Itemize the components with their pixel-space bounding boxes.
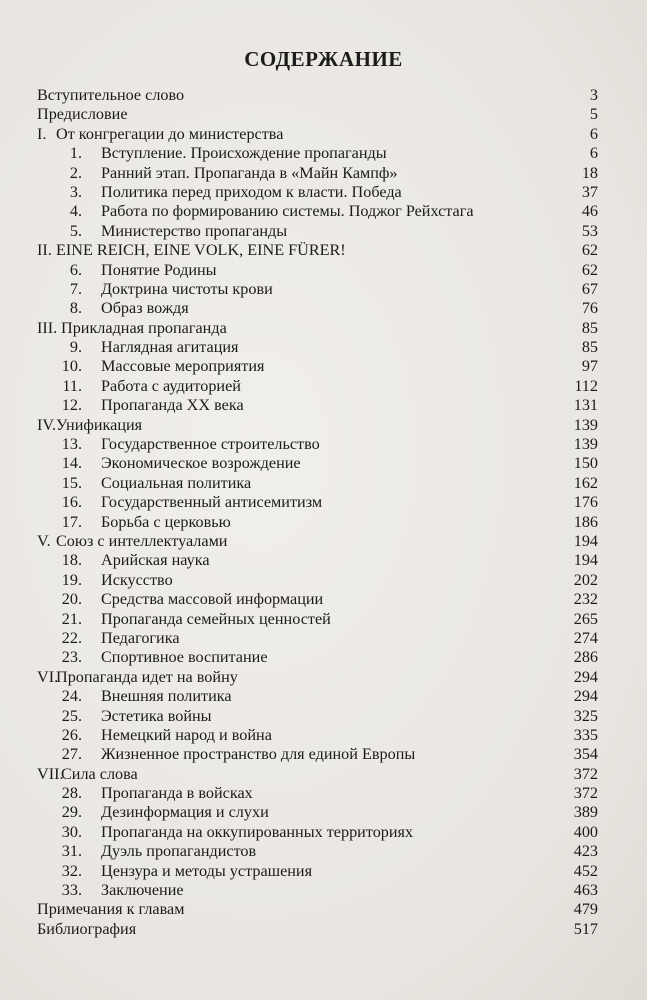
- chapter-number: 2.: [69, 163, 82, 182]
- toc-entry: [0, 396, 647, 415]
- chapter-title: Эстетика войны: [101, 706, 212, 725]
- page-number: 354: [573, 745, 598, 764]
- toc-entry: [0, 125, 647, 144]
- chapter-number: 8.: [69, 299, 82, 318]
- page-number: 232: [573, 590, 598, 609]
- page-number: 372: [573, 784, 598, 803]
- page-number: 6: [589, 144, 598, 163]
- page-number: 479: [573, 900, 598, 919]
- chapter-title: Немецкий народ и война: [101, 725, 272, 744]
- toc-entry: [0, 862, 647, 881]
- chapter-title: Пропаганда на оккупированных территориях: [101, 822, 414, 841]
- entry-title: Примечания к главам: [37, 900, 185, 919]
- chapter-number: 23.: [61, 648, 82, 667]
- chapter-title: Экономическое возрождение: [101, 454, 301, 473]
- chapter-title: Внешняя политика: [101, 687, 232, 706]
- toc-entry: [0, 920, 647, 939]
- chapter-number: 27.: [61, 745, 82, 764]
- chapter-title: Государственное строительство: [101, 435, 320, 454]
- page-number: 463: [573, 881, 598, 900]
- toc-entry: [0, 164, 647, 183]
- toc-entry: [0, 416, 647, 435]
- toc-entry: [0, 532, 647, 551]
- chapter-number: 20.: [61, 590, 82, 609]
- chapter-number: 25.: [61, 706, 82, 725]
- page-title: СОДЕРЖАНИЕ: [244, 47, 403, 71]
- chapter-title: Ранний этап. Пропаганда в «Майн Кампф»: [101, 163, 398, 182]
- toc-entry: [0, 319, 647, 338]
- section-number: VII.: [37, 764, 64, 783]
- chapter-title: Вступление. Происхождение пропаганды: [101, 144, 387, 163]
- chapter-number: 5.: [69, 221, 82, 240]
- chapter-title: Дуэль пропагандистов: [101, 842, 257, 861]
- chapter-title: Средства массовой информации: [101, 590, 324, 609]
- entry-title: Предисловие: [37, 105, 128, 124]
- page-number: 265: [573, 609, 598, 628]
- chapter-title: Дезинформация и слухи: [101, 803, 269, 822]
- toc-entry: [0, 493, 647, 512]
- chapter-number: 4.: [69, 202, 82, 221]
- page-number: 76: [581, 299, 598, 318]
- chapter-title: Образ вождя: [101, 299, 189, 318]
- chapter-number: 21.: [61, 609, 82, 628]
- toc-entry: [0, 338, 647, 357]
- chapter-number: 16.: [61, 493, 82, 512]
- page-number: 452: [573, 861, 598, 880]
- chapter-title: Работа по формированию системы. Поджог Рейхстага: [101, 202, 474, 221]
- page-number: 5: [589, 105, 598, 124]
- page-number: 274: [573, 628, 598, 647]
- page-number: 294: [573, 687, 598, 706]
- page-number: 97: [581, 357, 598, 376]
- toc-entry: [0, 900, 647, 919]
- page-number: 423: [573, 842, 598, 861]
- page-number: 194: [573, 551, 598, 570]
- toc-entry: [0, 765, 647, 784]
- section-title: От конгрегации до министерства: [56, 124, 284, 143]
- chapter-number: 14.: [61, 454, 82, 473]
- section-number: IV.: [37, 415, 57, 434]
- section-number: II.: [37, 241, 52, 260]
- chapter-number: 18.: [61, 551, 82, 570]
- toc-entry: [0, 513, 647, 532]
- chapter-number: 15.: [61, 473, 82, 492]
- toc-entry: [0, 454, 647, 473]
- page-number: 53: [581, 221, 598, 240]
- page-number: 3: [589, 86, 598, 104]
- toc-entry: [0, 842, 647, 861]
- toc-entry: [0, 261, 647, 280]
- toc-entry: [0, 105, 647, 124]
- toc-entry: [0, 668, 647, 687]
- toc-entry: [0, 222, 647, 241]
- chapter-title: Борьба с церковью: [101, 512, 231, 531]
- chapter-title: Социальная политика: [101, 473, 252, 492]
- toc-entry: [0, 629, 647, 648]
- chapter-title: Пропаганда семейных ценностей: [101, 609, 331, 628]
- chapter-title: Министерство пропаганды: [101, 221, 288, 240]
- chapter-number: 22.: [61, 628, 82, 647]
- chapter-number: 13.: [61, 435, 82, 454]
- toc-entry: [0, 144, 647, 163]
- chapter-number: 3.: [69, 182, 82, 201]
- section-title: Союз с интеллектуалами: [56, 531, 228, 550]
- page-number: 37: [581, 182, 598, 201]
- chapter-title: Жизненное пространство для единой Европы: [101, 745, 416, 764]
- page-number: 139: [573, 435, 598, 454]
- chapter-number: 26.: [61, 725, 82, 744]
- chapter-title: Доктрина чистоты крови: [101, 279, 273, 298]
- table-of-contents: [0, 86, 647, 939]
- toc-entry: [0, 881, 647, 900]
- toc-entry: [0, 241, 647, 260]
- toc-entry: [0, 299, 647, 318]
- section-title: Унификация: [56, 415, 143, 434]
- section-title: EINE REICH, EINE VOLK, EINE FÜRER!: [56, 241, 346, 260]
- page-number: 335: [573, 725, 598, 744]
- toc-entry: [0, 183, 647, 202]
- chapter-title: Искусство: [101, 570, 173, 589]
- page-number: 62: [581, 260, 598, 279]
- toc-entry: [0, 726, 647, 745]
- chapter-title: Спортивное воспитание: [101, 648, 268, 667]
- chapter-title: Цензура и методы устрашения: [101, 861, 313, 880]
- toc-entry: [0, 610, 647, 629]
- chapter-number: 28.: [61, 784, 82, 803]
- toc-entry: [0, 648, 647, 667]
- page-number: 62: [581, 241, 598, 260]
- chapter-title: Заключение: [101, 881, 184, 900]
- chapter-number: 11.: [62, 376, 82, 395]
- toc-entry: [0, 280, 647, 299]
- chapter-number: 33.: [61, 881, 82, 900]
- page-number: 18: [581, 163, 598, 182]
- chapter-title: Политика перед приходом к власти. Победа: [101, 182, 402, 201]
- toc-entry: [0, 551, 647, 570]
- chapter-number: 9.: [69, 338, 82, 357]
- chapter-title: Понятие Родины: [101, 260, 217, 279]
- page-number: 46: [581, 202, 598, 221]
- entry-title: Вступительное слово: [37, 86, 185, 104]
- page-number: 112: [574, 376, 598, 395]
- toc-entry: [0, 823, 647, 842]
- chapter-title: Наглядная агитация: [101, 338, 239, 357]
- page-number: 372: [573, 764, 598, 783]
- chapter-number: 30.: [61, 822, 82, 841]
- toc-entry: [0, 784, 647, 803]
- page-number: 85: [581, 338, 598, 357]
- chapter-number: 7.: [69, 279, 82, 298]
- page-number: 400: [573, 822, 598, 841]
- toc-entry: [0, 377, 647, 396]
- page-number: 139: [573, 415, 598, 434]
- toc-entry: [0, 86, 647, 105]
- section-number: V.: [37, 531, 51, 550]
- page-number: 194: [573, 531, 598, 550]
- page-number: 186: [573, 512, 598, 531]
- toc-entry: [0, 590, 647, 609]
- section-title: Пропаганда идет на войну: [56, 667, 238, 686]
- page-number: 67: [581, 279, 598, 298]
- page-number: 325: [573, 706, 598, 725]
- page-number: 6: [589, 124, 598, 143]
- page-number: 176: [573, 493, 598, 512]
- toc-entry: [0, 474, 647, 493]
- entry-title: Библиография: [37, 919, 137, 938]
- page-number: 286: [573, 648, 598, 667]
- page-number: 389: [573, 803, 598, 822]
- chapter-title: Педагогика: [101, 628, 180, 647]
- page-number: 131: [573, 396, 598, 415]
- toc-entry: [0, 687, 647, 706]
- chapter-number: 1.: [69, 144, 82, 163]
- section-number: I.: [37, 124, 47, 143]
- chapter-number: 29.: [61, 803, 82, 822]
- chapter-title: Пропаганда XX века: [101, 396, 244, 415]
- section-number: VI.: [37, 667, 59, 686]
- chapter-number: 10.: [61, 357, 82, 376]
- toc-entry: [0, 202, 647, 221]
- toc-entry: [0, 571, 647, 590]
- chapter-title: Массовые мероприятия: [101, 357, 265, 376]
- page-number: 150: [573, 454, 598, 473]
- toc-entry: [0, 357, 647, 376]
- toc-entry: [0, 707, 647, 726]
- toc-entry: [0, 435, 647, 454]
- page-number: 294: [573, 667, 598, 686]
- toc-entry: [0, 803, 647, 822]
- page-number: 162: [573, 473, 598, 492]
- page-number: 202: [573, 570, 598, 589]
- toc-entry: [0, 745, 647, 764]
- chapter-number: 12.: [61, 396, 82, 415]
- page-number: 517: [573, 919, 598, 938]
- chapter-title: Арийская наука: [101, 551, 210, 570]
- chapter-number: 17.: [61, 512, 82, 531]
- chapter-title: Пропаганда в войсках: [101, 784, 253, 803]
- chapter-number: 19.: [61, 570, 82, 589]
- section-number: III.: [37, 318, 58, 337]
- chapter-title: Государственный антисемитизм: [101, 493, 323, 512]
- page-number: 85: [581, 318, 598, 337]
- chapter-number: 32.: [61, 861, 82, 880]
- section-title: Сила слова: [61, 764, 138, 783]
- chapter-number: 31.: [61, 842, 82, 861]
- chapter-number: 6.: [69, 260, 82, 279]
- chapter-number: 24.: [61, 687, 82, 706]
- chapter-title: Работа с аудиторией: [101, 376, 241, 395]
- section-title: Прикладная пропаганда: [61, 318, 227, 337]
